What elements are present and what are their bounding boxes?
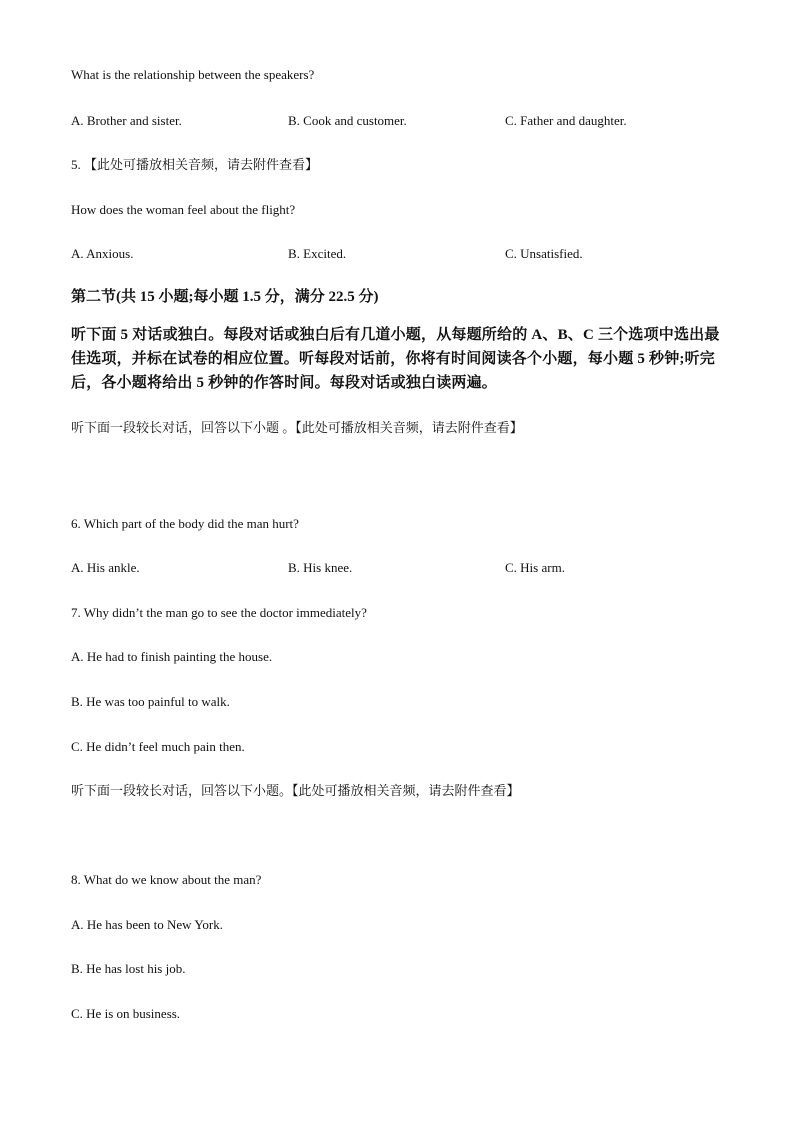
q4-option-b[interactable]: B. Cook and customer. [288,113,407,128]
dialog-2-intro[interactable]: 听下面一段较长对话，回答以下小题。【此处可播放相关音频，请去附件查看】 [71,783,520,798]
question-5-stem: How does the woman feel about the flight? [71,202,296,217]
q7-option-b[interactable]: B. He was too painful to walk. [71,694,230,709]
q6-option-a[interactable]: A. His ankle. [71,560,140,575]
q8-option-b[interactable]: B. He has lost his job. [71,961,186,976]
question-7-stem: 7. Why didn’t the man go to see the doctor immediately? [71,605,367,620]
question-5-audio-link[interactable]: 5. 【此处可播放相关音频，请去附件查看】 [71,157,319,172]
question-4-options [71,112,731,130]
q6-option-b[interactable]: B. His knee. [288,560,353,575]
q5-option-c[interactable]: C. Unsatisfied. [505,246,583,261]
q7-option-c[interactable]: C. He didn’t feel much pain then. [71,739,245,754]
q8-option-a[interactable]: A. He has been to New York. [71,917,224,932]
question-4-stem: What is the relationship between the speakers? [71,67,315,82]
dialog-1-intro[interactable]: 听下面一段较长对话，回答以下小题 。【此处可播放相关音频，请去附件查看】 [71,420,523,435]
q8-option-c[interactable]: C. He is on business. [71,1006,181,1021]
q4-option-a[interactable]: A. Brother and sister. [71,113,182,128]
section-2-instructions: 听下面 5 对话或独白。每段对话或独白后有几道小题，从每题所给的 A、B、C 三个选项中选出最佳选项，并标在试卷的相应位置。听每段对话前，你将有时间阅读各个小题，每小题 5 秒钟;听完后，各小题将给出 5 秒钟的作答时间。每段对话或独白读两遍。 [71,327,720,391]
q6-option-c[interactable]: C. His arm. [505,560,565,575]
question-6-options [71,559,731,577]
q4-option-c[interactable]: C. Father and daughter. [505,113,627,128]
q7-option-a[interactable]: A. He had to finish painting the house. [71,649,273,664]
section-2-heading: 第二节(共 15 小题;每小题 1.5 分，满分 22.5 分) [71,289,379,305]
q5-option-a[interactable]: A. Anxious. [71,246,134,261]
q5-option-b[interactable]: B. Excited. [288,246,347,261]
question-8-stem: 8. What do we know about the man? [71,872,262,887]
question-5-options [71,245,731,263]
question-6-stem: 6. Which part of the body did the man hurt? [71,516,299,531]
